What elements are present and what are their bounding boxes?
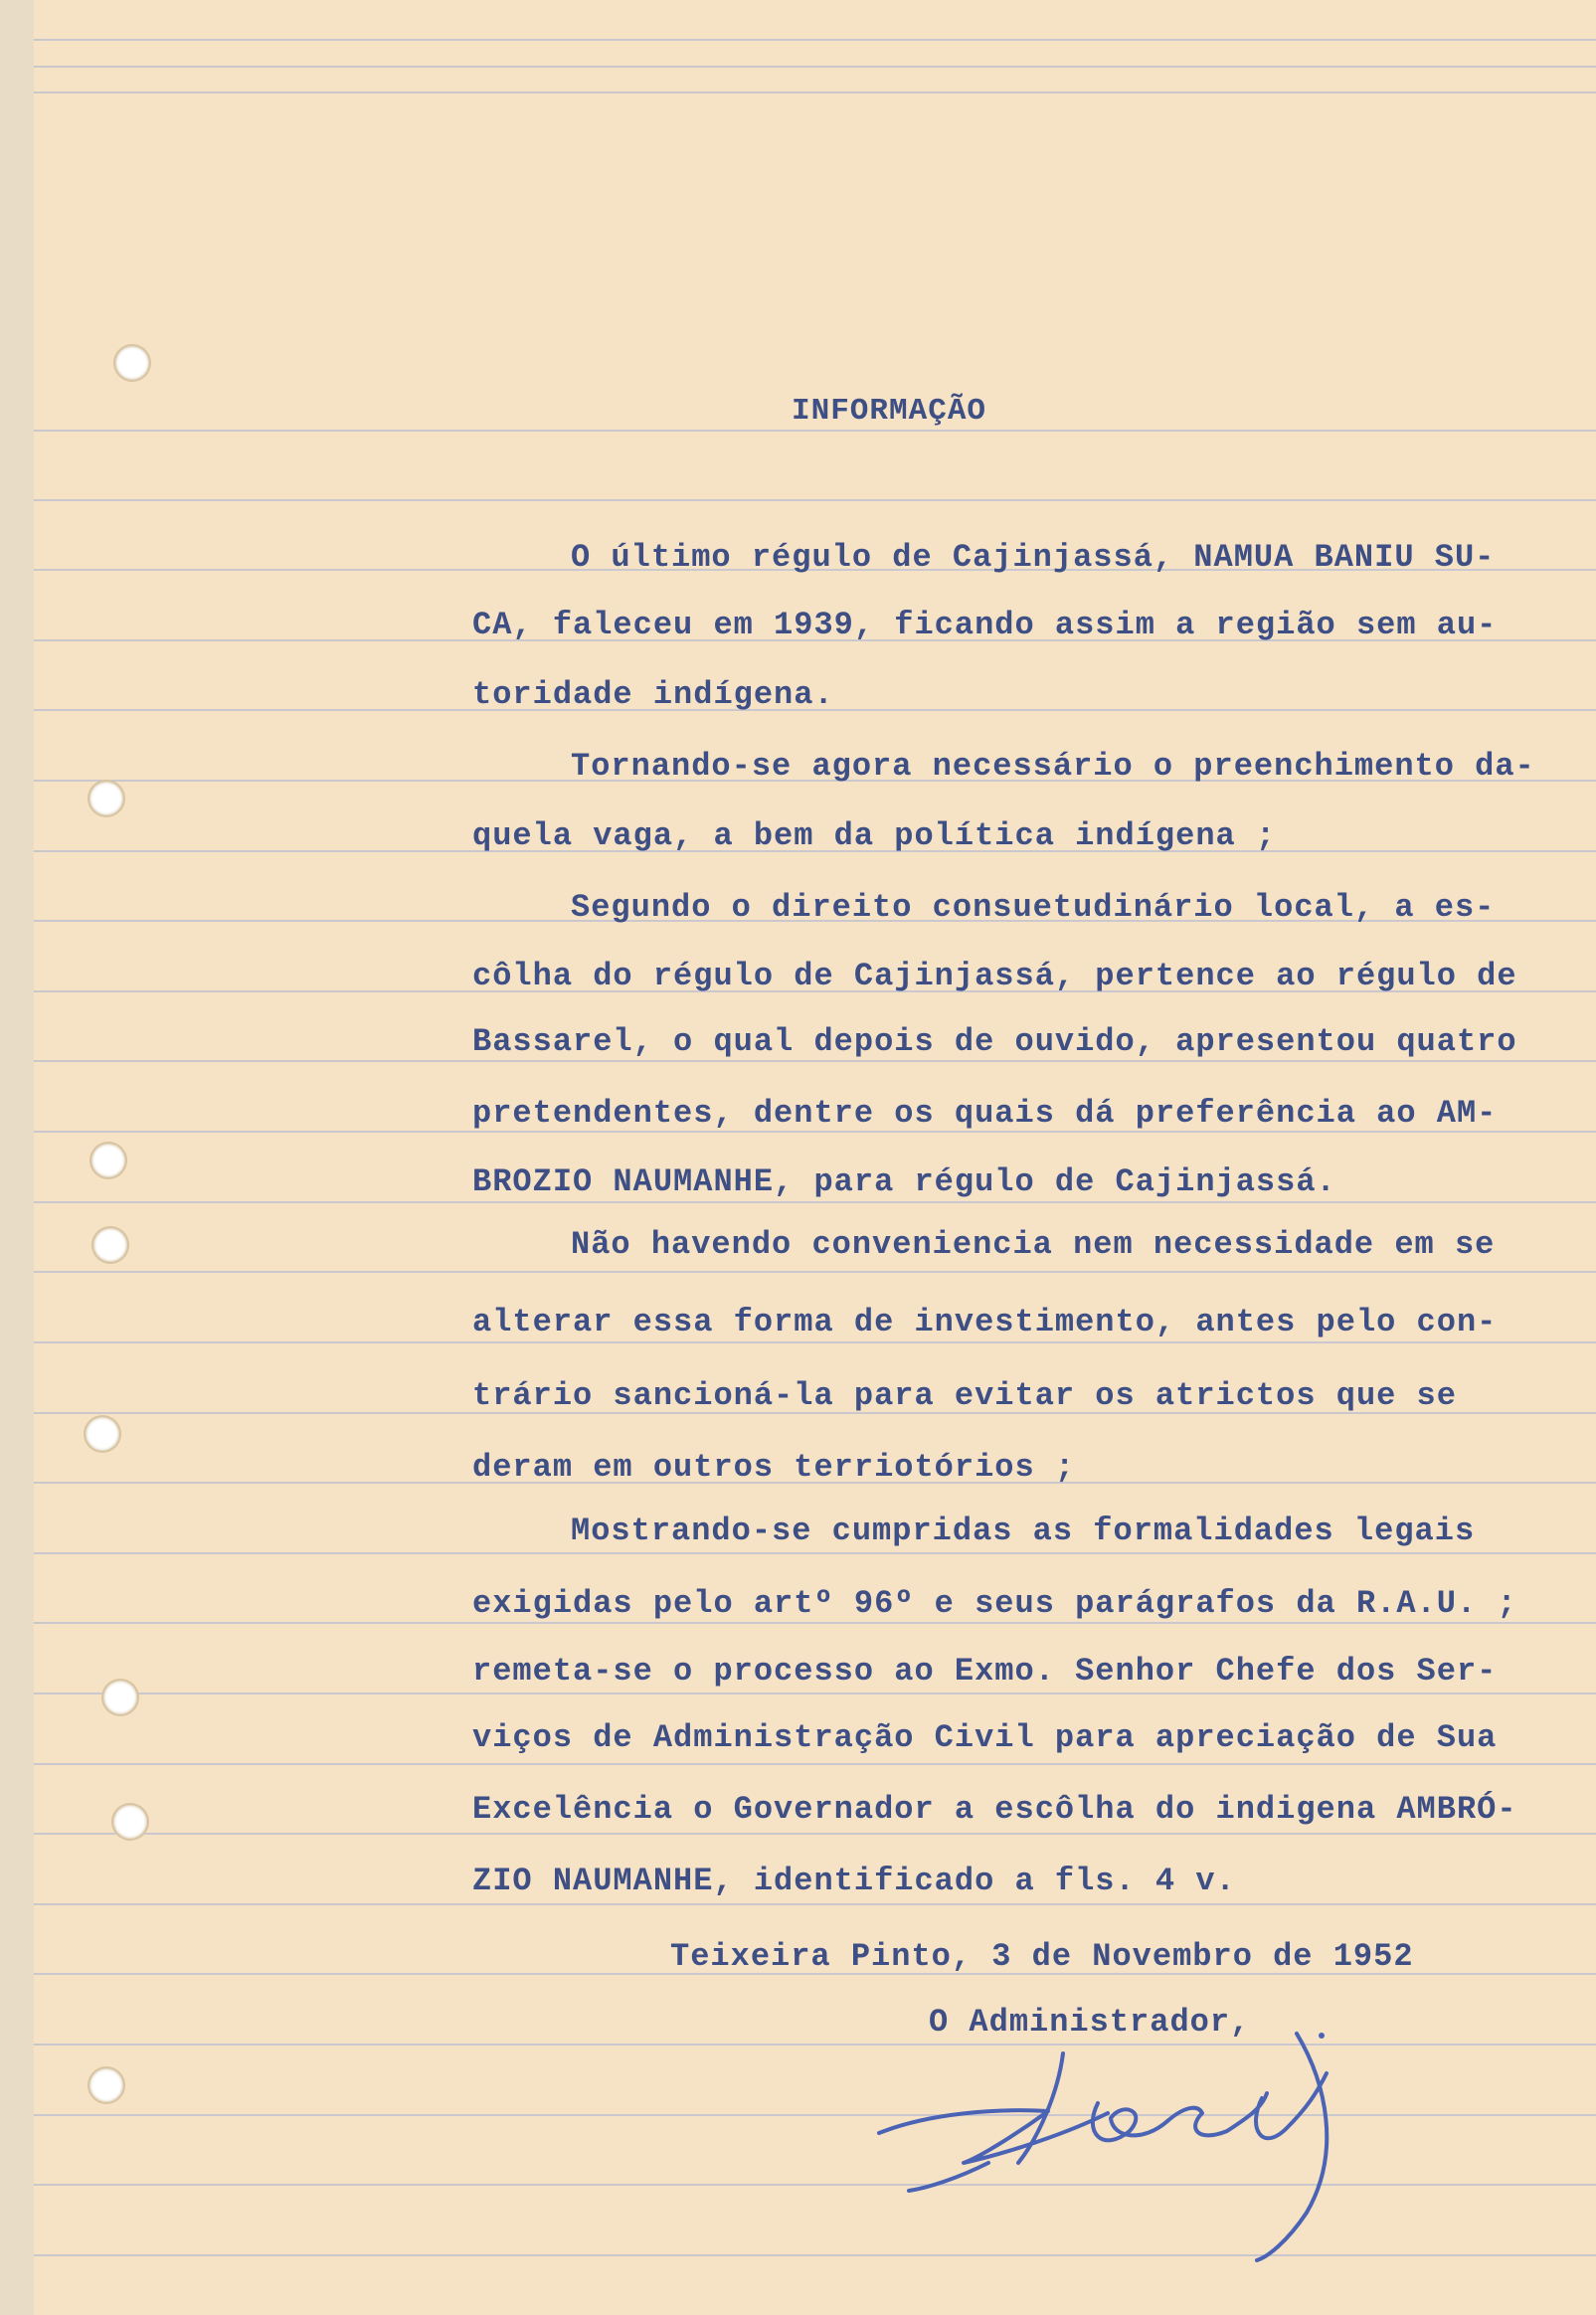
body-line: Mostrando-se cumpridas as formalidades legais xyxy=(571,1513,1476,1549)
body-line: pretendentes, dentre os quais dá preferência ao AM- xyxy=(472,1095,1498,1132)
body-line: Não havendo conveniencia nem necessidade em se xyxy=(571,1226,1496,1263)
body-line: quela vaga, a bem da política indígena ; xyxy=(472,817,1277,854)
body-line: viços de Administração Civil para apreciação de Sua xyxy=(472,1719,1498,1756)
punch-hole xyxy=(89,782,123,815)
place-date: Teixeira Pinto, 3 de Novembro de 1952 xyxy=(670,1938,1414,1975)
body-line: BROZIO NAUMANHE, para régulo de Cajinjassá. xyxy=(472,1163,1336,1200)
body-line: CA, faleceu em 1939, ficando assim a região sem au- xyxy=(472,607,1498,643)
body-line: toridade indígena. xyxy=(472,676,834,713)
body-line: trário sancioná-la para evitar os atrictos que se xyxy=(472,1377,1457,1414)
document-title: INFORMAÇÃO xyxy=(792,394,987,429)
body-line: Segundo o direito consuetudinário local, a es- xyxy=(571,889,1496,926)
body-line: deram em outros terriotórios ; xyxy=(472,1449,1076,1486)
body-line: Bassarel, o qual depois de ouvido, apresentou quatro xyxy=(472,1023,1517,1060)
body-line: Excelência o Governador a escôlha do indigena AMBRÓ- xyxy=(472,1791,1517,1828)
punch-hole xyxy=(91,1144,125,1177)
body-line: côlha do régulo de Cajinjassá, pertence ao régulo de xyxy=(472,958,1517,994)
body-line: remeta-se o processo ao Exmo. Senhor Chefe dos Ser- xyxy=(472,1653,1498,1690)
punch-hole xyxy=(93,1228,127,1262)
punch-hole xyxy=(103,1681,137,1714)
body-line: exigidas pelo artº 96º e seus parágrafos da R.A.U. ; xyxy=(472,1585,1517,1622)
body-line: Tornando-se agora necessário o preenchimento da- xyxy=(571,748,1535,785)
punch-hole xyxy=(113,1805,147,1839)
handwritten-signature xyxy=(869,2014,1406,2262)
body-line: ZIO NAUMANHE, identificado a fls. 4 v. xyxy=(472,1863,1236,1899)
punch-hole xyxy=(86,1417,119,1451)
punch-hole xyxy=(89,2068,123,2102)
body-line: alterar essa forma de investimento, antes pelo con- xyxy=(472,1304,1498,1340)
punch-hole xyxy=(115,346,149,380)
document-page xyxy=(34,0,1596,2315)
signatory-title: O Administrador, xyxy=(929,2004,1251,2041)
body-line: O último régulo de Cajinjassá, NAMUA BANIU SU- xyxy=(571,539,1496,576)
